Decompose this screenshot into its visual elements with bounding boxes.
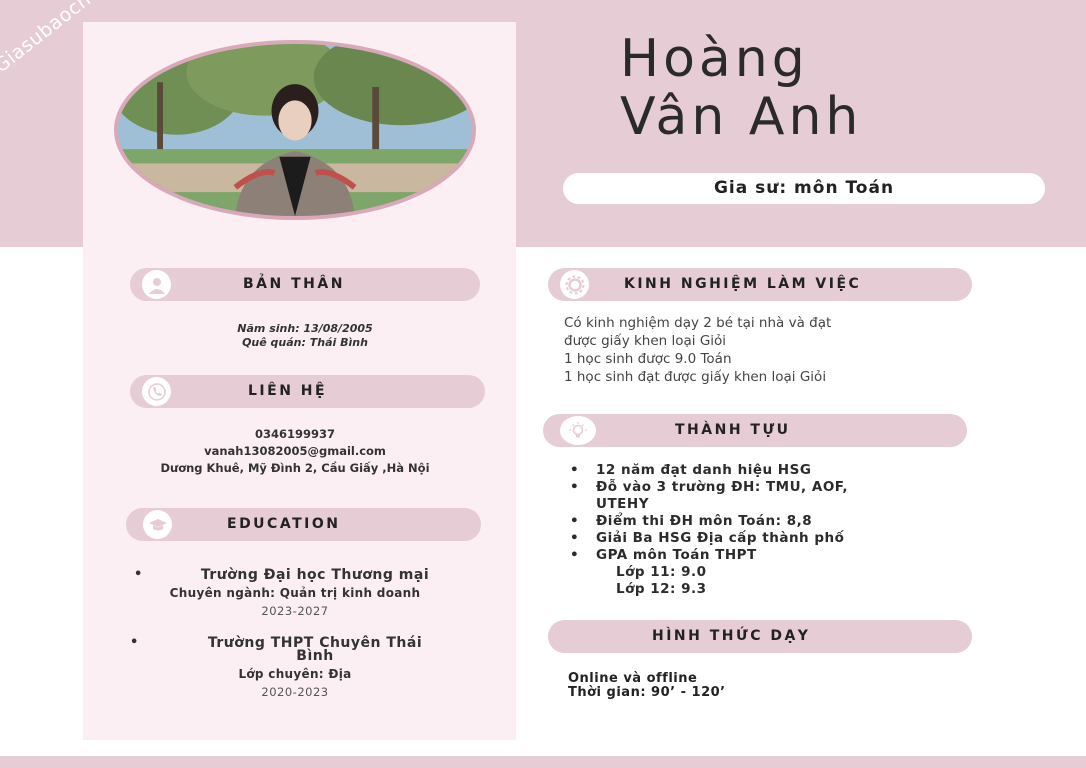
section-title-contact: LIÊN HỆ [248, 383, 328, 399]
graduation-cap-icon [143, 510, 172, 539]
edu-major-2: Lớp chuyên: Địa [238, 667, 352, 681]
edu-school-1: Trường Đại học Thương mại [200, 567, 430, 583]
teaching-details [568, 672, 726, 700]
bullet-dot: • [134, 567, 143, 582]
list-item: • 12 năm đạt danh hiệu HSG [570, 462, 812, 478]
footer-band [0, 756, 1086, 768]
section-title-education: EDUCATION [227, 516, 341, 532]
section-title-experience: KINH NGHIỆM LÀM VIỆC [624, 276, 862, 292]
name-line-2: Vân Anh [620, 87, 863, 147]
email-address[interactable]: vanah13082005@gmail.com [204, 444, 386, 458]
list-item: • GPA môn Toán THPT [570, 547, 757, 563]
list-item: • Giải Ba HSG Địa cấp thành phố [570, 530, 845, 546]
edu-years-2: 2020-2023 [261, 685, 329, 699]
lightbulb-icon [560, 416, 596, 445]
edu-major-1: Chuyên ngành: Quản trị kinh doanh [169, 586, 421, 600]
edu-years-1: 2023-2027 [261, 604, 329, 618]
gear-icon [560, 270, 589, 299]
section-header-education [126, 508, 481, 541]
experience-line: được giấy khen loại Giỏi [564, 333, 727, 349]
bullet-dot: • [130, 635, 139, 650]
section-header-teaching [548, 620, 972, 653]
teaching-mode: Online và offline [568, 671, 698, 686]
user-icon [142, 270, 171, 299]
edu-school-2-line2: Bình [296, 648, 334, 664]
teaching-time: Thời gian: 90’ - 120’ [568, 685, 726, 700]
candidate-name [620, 30, 862, 146]
experience-line: Có kinh nghiệm dạy 2 bé tại nhà và đạt [564, 315, 832, 331]
experience-text [564, 314, 831, 386]
phone-icon [142, 377, 171, 406]
role-badge: Gia sư: môn Toán [563, 173, 1045, 204]
phone-number[interactable]: 0346199937 [254, 427, 336, 441]
edu-school-2-line1: Trường THPT Chuyên Thái [207, 635, 423, 651]
profile-photo [114, 40, 476, 220]
hometown: Quê quán: Thái Bình [242, 336, 368, 349]
birth-date: Năm sinh: 13/08/2005 [237, 322, 373, 335]
name-line-1: Hoàng [620, 29, 809, 89]
sub-item: Lớp 12: 9.3 [616, 581, 707, 597]
section-header-experience [548, 268, 972, 301]
section-title-about: BẢN THÂN [243, 276, 345, 292]
home-address: Dương Khuê, Mỹ Đình 2, Cầu Giấy ,Hà Nội [160, 461, 430, 475]
sub-item: Lớp 11: 9.0 [616, 564, 707, 580]
experience-line: 1 học sinh đạt được giấy khen loại Giỏi [564, 369, 827, 385]
list-item-continuation: UTEHY [596, 496, 649, 512]
section-header-contact [130, 375, 485, 408]
section-title-achievements: THÀNH TỰU [675, 422, 791, 438]
section-header-about [130, 268, 480, 301]
achievements-list [568, 462, 848, 598]
section-header-achievements [543, 414, 967, 447]
section-title-teaching: HÌNH THỨC DẠY [652, 628, 811, 644]
list-item: • Đỗ vào 3 trường ĐH: TMU, AOF, [570, 479, 848, 495]
list-item: • Điểm thi ĐH môn Toán: 8,8 [570, 513, 813, 529]
experience-line: 1 học sinh được 9.0 Toán [564, 351, 732, 367]
